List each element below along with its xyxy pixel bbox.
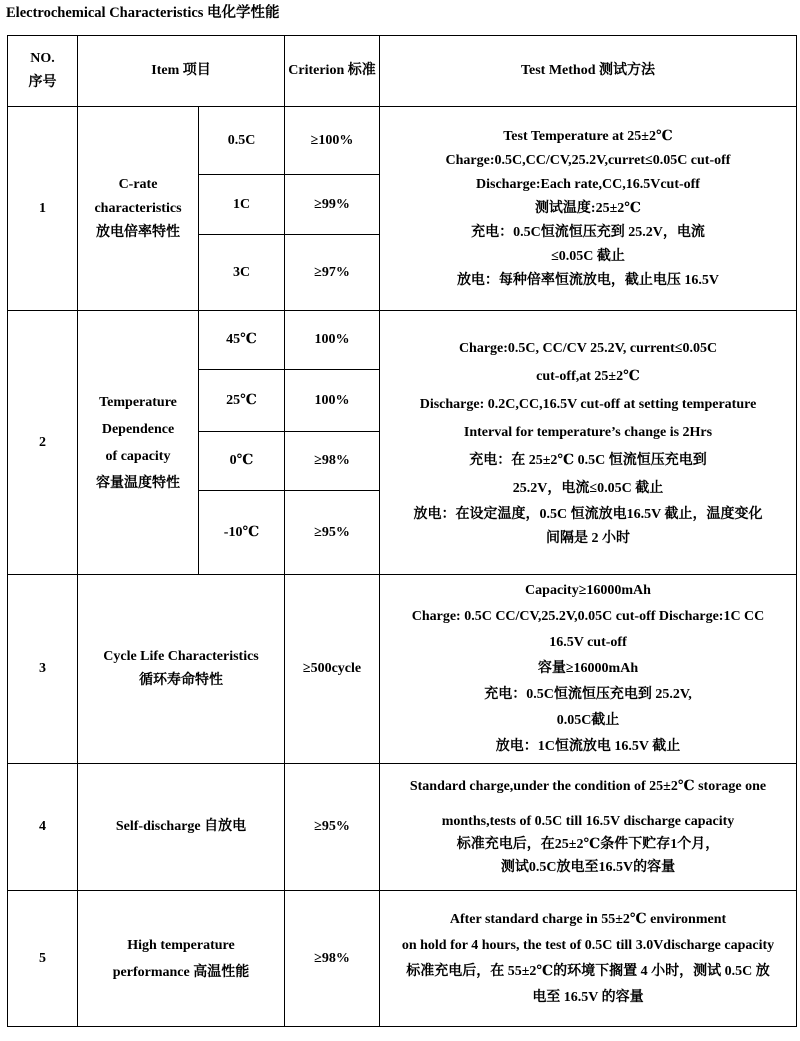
test-method-cell (380, 891, 797, 1027)
condition-cell: 0.5C (199, 107, 285, 175)
method-line: 放电：1C恒流放电 16.5V 截止 (495, 739, 681, 754)
method-line: Discharge:Each rate,CC,16.5Vcut-off (476, 176, 700, 192)
method-line: After standard charge in 55±2℃ environment (449, 911, 727, 927)
method-line: Charge:0.5C,CC/CV,25.2V,curret≤0.05C cut-off (445, 152, 731, 168)
condition-cell: 0℃ (199, 432, 285, 491)
line-gap (380, 798, 796, 810)
criterion-cell: ≥99% (285, 175, 380, 235)
test-method-cell (380, 764, 797, 891)
item-name-line: Dependence (101, 421, 175, 437)
criterion-cell: ≥97% (285, 235, 380, 311)
item-name-line: Temperature (99, 394, 177, 410)
method-line: 测试0.5C放电至16.5V的容量 (500, 860, 676, 875)
item-name-line: C-rate (118, 176, 158, 192)
table-row (8, 575, 797, 764)
item-name-line: 容量温度特性 (96, 475, 180, 491)
item-name (78, 107, 199, 311)
test-method-cell (380, 311, 797, 575)
criterion-cell: ≥100% (285, 107, 380, 175)
item-name-line: Cycle Life Characteristics (103, 649, 259, 664)
header-no-cn: 序号 (28, 75, 57, 90)
item-name (78, 891, 285, 1027)
table-header-row (8, 36, 797, 107)
criterion-cell: 100% (285, 311, 380, 370)
criterion-cell: 100% (285, 370, 380, 432)
method-line: Charge:0.5C, CC/CV 25.2V, current≤0.05C (458, 340, 718, 356)
condition-cell: 1C (199, 175, 285, 235)
item-name (78, 311, 199, 575)
table-row (8, 311, 797, 370)
method-line: ≤0.05C 截止 (551, 248, 625, 264)
method-line: 放电：每种倍率恒流放电，截止电压 16.5V (456, 272, 720, 288)
condition-cell: 3C (199, 235, 285, 311)
item-name-line: of capacity (105, 448, 171, 464)
method-line: Discharge: 0.2C,CC,16.5V cut-off at setting temperature (419, 396, 757, 412)
header-test-method: Test Method 测试方法 (380, 36, 797, 107)
item-name-line: High temperature (127, 937, 235, 953)
method-line: 容量≥16000mAh (537, 661, 639, 676)
test-method-cell (380, 107, 797, 311)
method-line: 放电：在设定温度，0.5C 恒流放电16.5V 截止，温度变化 (413, 506, 763, 522)
item-name-line: characteristics (94, 200, 182, 216)
header-criterion: Criterion 标准 (285, 36, 380, 107)
criterion-cell: ≥95% (285, 491, 380, 575)
row-number: 3 (8, 575, 78, 764)
row-number: 5 (8, 891, 78, 1027)
method-line: 电至 16.5V 的容量 (532, 989, 644, 1005)
method-line: on hold for 4 hours, the test of 0.5C till 3.0Vdischarge capacity (401, 937, 775, 953)
header-no (8, 36, 78, 107)
item-name-line: Self-discharge 自放电 (115, 819, 247, 834)
method-line: 25.2V，电流≤0.05C 截止 (512, 480, 664, 496)
method-line: Charge: 0.5C CC/CV,25.2V,0.05C cut-off Discharge:1C CC (411, 609, 765, 624)
method-line: months,tests of 0.5C till 16.5V discharge capacity (441, 814, 735, 829)
criterion-cell: ≥98% (285, 432, 380, 491)
row-number: 1 (8, 107, 78, 311)
item-name-line: 循环寿命特性 (139, 673, 223, 688)
method-line: Test Temperature at 25±2℃ (503, 128, 673, 144)
header-no-en: NO. (30, 51, 55, 66)
item-name-line: 放电倍率特性 (96, 224, 180, 240)
item-name (78, 764, 285, 891)
criterion-cell: ≥500cycle (285, 575, 380, 764)
method-line: Capacity≥16000mAh (525, 583, 651, 598)
criterion-cell: ≥98% (285, 891, 380, 1027)
criterion-cell: ≥95% (285, 764, 380, 891)
condition-cell: 45℃ (199, 311, 285, 370)
header-item: Item 项目 (78, 36, 285, 107)
method-line: 充电：在 25±2℃ 0.5C 恒流恒压充电到 (469, 452, 707, 468)
page-title: Electrochemical Characteristics 电化学性能 (6, 5, 280, 21)
table-row (8, 107, 797, 175)
row-number: 4 (8, 764, 78, 891)
method-line: Standard charge,under the condition of 25±2℃ storage one (409, 779, 767, 794)
method-line: 0.05C截止 (556, 713, 620, 728)
item-name (78, 575, 285, 764)
method-line: 测试温度:25±2℃ (534, 200, 642, 216)
electrochemical-table (7, 35, 797, 1027)
condition-cell: 25℃ (199, 370, 285, 432)
item-name-line: performance 高温性能 (112, 964, 250, 980)
method-line: 标准充电后，在25±2℃条件下贮存1个月， (456, 837, 720, 852)
method-line: 充电：0.5C恒流恒压充到 25.2V，电流 (471, 224, 705, 240)
test-method-cell (380, 575, 797, 764)
method-line: 标准充电后，在 55±2℃的环境下搁置 4 小时，测试 0.5C 放 (406, 963, 770, 979)
condition-cell: -10℃ (199, 491, 285, 575)
method-line: Interval for temperature’s change is 2Hrs (463, 424, 713, 440)
method-line: cut-off,at 25±2℃ (536, 368, 640, 384)
method-line: 16.5V cut-off (549, 635, 627, 650)
method-line: 间隔是 2 小时 (546, 530, 630, 546)
table-row (8, 764, 797, 891)
table-row (8, 891, 797, 1027)
method-line: 充电：0.5C恒流恒压充电到 25.2V, (484, 687, 692, 702)
row-number: 2 (8, 311, 78, 575)
